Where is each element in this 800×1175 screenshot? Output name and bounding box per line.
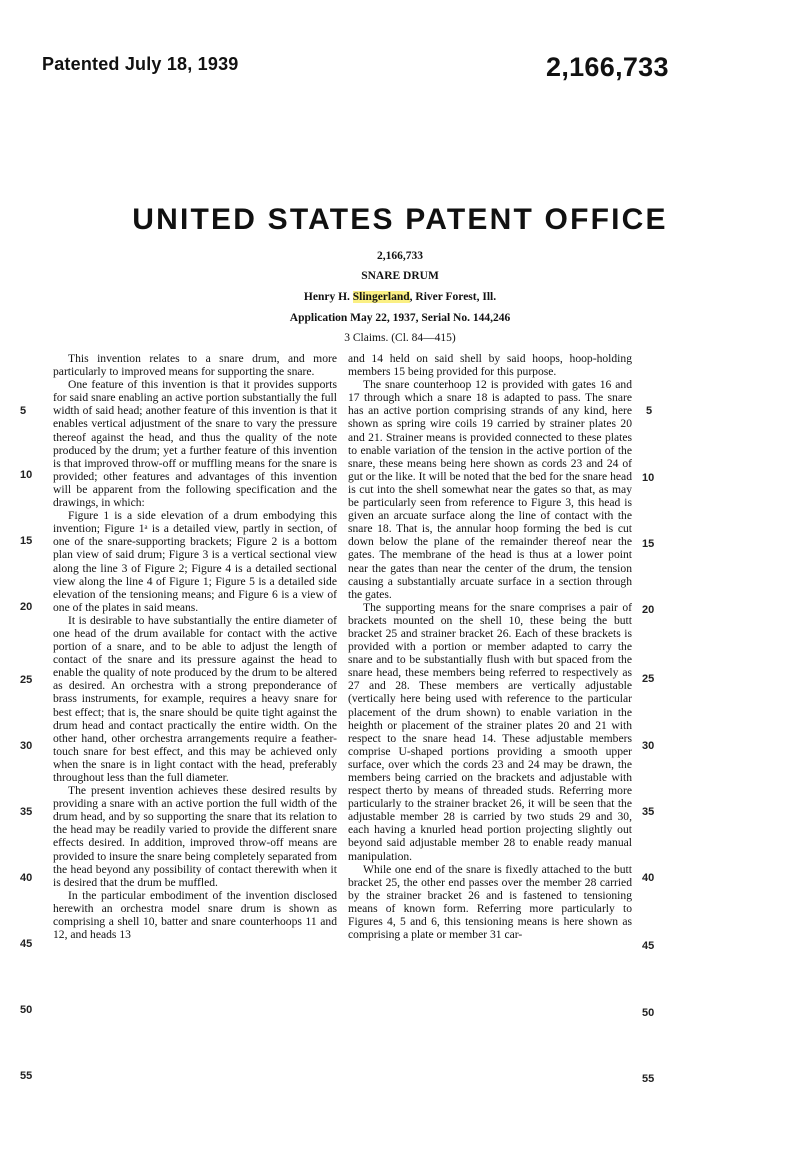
patented-date: Patented July 18, 1939 — [42, 54, 239, 74]
line-number-right-5: 5 — [646, 405, 653, 417]
line-number-left-40: 40 — [20, 872, 33, 884]
claims-line: 3 Claims. (Cl. 84—415) — [344, 332, 456, 344]
right-column — [348, 352, 632, 941]
right-paragraph: The snare counterhoop 12 is provided with gates 16 and 17 through which a snare 18 is adapted to pass. The snare has an active portion comprising strands of any kind, here shown as spring wire coils 19 carried by strainer plates 20 and 21. Strainer means is provided connected to these plates to enable variation of the tension in the active portion of the snare, these means being here shown as cords 23 and 24 of gut or the like. It will be noted that the bed for the snare head is cut into the shell somewhat near the gates so that, as may be particularly seen from reference to Figure 3, this head is given an arcuate surface along the line of contact with the snare 18. That is, the annular hoop forming the bed is cut down below the plane of the remainder thereof near the gates. The membrane of the head is thus at a lower point near the gates than near the center of the drum, the tension causing a substantially arcuate surface in a section through the gates. — [348, 378, 632, 601]
line-number-right-30: 30 — [642, 740, 655, 752]
patent-number: 2,166,733 — [546, 52, 669, 82]
line-number-left-50: 50 — [20, 1004, 33, 1016]
left-paragraph: Figure 1 is a side elevation of a drum embodying this invention; Figure 1ᵃ is a detailed view, partly in section, of one of the snare-supporting brackets; Figure 2 is a bottom plan view of said drum; Figure 3 is a vertical sectional view along the line 3 of Figure 2; Figure 4 is a detailed sectional view along the line 4 of Figure 1; Figure 5 is a detailed side elevation of the tensioning means; and Figure 6 is a view of one of the plates in said means. — [53, 509, 337, 614]
office-title: UNITED STATES PATENT OFFICE — [132, 203, 668, 236]
line-number-right-15: 15 — [642, 538, 655, 550]
right-paragraph: While one end of the snare is fixedly attached to the butt bracket 25, the other end passes over the member 28 carried by the strainer bracket 26 and is fastened to tensioning means of known form. Referring more particularly to Figures 4, 5 and 6, this tensioning means is here shown as comprising a plate or member 31 car- — [348, 862, 632, 942]
invention-title: SNARE DRUM — [361, 270, 439, 282]
left-paragraph: In the particular embodiment of the invention disclosed herewith an orchestra model snare drum is shown as comprising a shell 10, batter and snare counterhoops 11 and 12, and heads 13 — [53, 888, 337, 942]
inventor-first: Henry H. — [303, 291, 353, 303]
line-number-left-5: 5 — [20, 405, 27, 417]
left-paragraph: It is desirable to have substantially the entire diameter of one head of the drum available for contact with the active portion of a snare, and to be able to adjust the length of contact of the snare and its pressure against the head to enable the quality of note produced by the drum to be altered as desired. An orchestra with a strong preponderance of brass instruments, for example, requires a heavy snare for best effect; that is, the snare should be quite tight against the drum head and contact practically the entire width. On the other hand, other orchestra arrangements require a feather-touch snare for best effect, and this may be achieved only when the snare is in light contact with the head, preferably throughout less than the full diameter. — [53, 613, 337, 784]
line-number-left-20: 20 — [20, 601, 33, 613]
line-number-right-25: 25 — [642, 673, 655, 685]
line-number-left-25: 25 — [20, 674, 33, 686]
line-number-right-50: 50 — [642, 1007, 655, 1019]
line-number-right-35: 35 — [642, 806, 655, 818]
line-number-right-40: 40 — [642, 872, 655, 884]
line-number-left-15: 15 — [20, 535, 33, 547]
right-paragraph: The supporting means for the snare comprises a pair of brackets mounted on the shell 10, these being the butt bracket 25 and strainer bracket 26. Each of these brackets is provided with a portion or member adapted to carry the snare and to be substantially flush with but spaced from the snare head, these members being referred to respectively as 27 and 28. These members are vertically adjustable (vertically here being used with reference to the particular placement of the drum shown) to enable variation in the heighth or placement of the strainer plates 20 and 21 with respect to the snare head 14. These adjustable members comprise U-shaped portions providing a smooth upper surface, over which the cords 23 and 24 may be drawn, the members being carried on the brackets and adjustable with respect therto by means of threaded studs. Referring more particularly to the strainer bracket 26, it will be seen that the adjustable member 28 is carried by two studs 29 and 30, each having a knurled head portion projecting slightly out beyond said adjustable member 28 to enable ready manual manipulation. — [348, 600, 632, 863]
left-paragraph: One feature of this invention is that it provides supports for said snare enabling an active portion substantially the full width of said head; another feature of this invention is that it enables vertical adjustment of the snare to vary the pressure thereof against the head, and thus the quality of the note produced by the drum; yet a further feature of this invention is that improved throw-off or muffling means for the snare is provided; other features and advantages of this invention will be apparent from the following specification and the drawings, in which: — [53, 378, 337, 510]
left-paragraph: The present invention achieves these desired results by providing a snare with an active portion the full width of the drum head, and by so supporting the snare that its relation to the head may be readily varied to provide the different snare effects desired. In addition, improved throw-off means are provided to insure the snare being completely separated from the head beyond any possibility of contact therewith when it is desired that the drum be muffled. — [53, 784, 337, 889]
application-line: Application May 22, 1937, Serial No. 144,246 — [289, 312, 511, 324]
right-paragraph: and 14 held on said shell by said hoops, hoop-holding members 15 being provided for this purpose. — [348, 352, 632, 379]
left-paragraph: This invention relates to a snare drum, and more particularly to improved means for supporting the snare. — [53, 352, 337, 379]
inventor-last-highlighted: Slingerland — [352, 291, 410, 303]
line-number-left-45: 45 — [20, 938, 33, 950]
inventor-line — [0, 291, 800, 303]
inventor-location: , River Forest, Ill. — [409, 291, 497, 303]
left-column — [53, 352, 337, 941]
line-number-right-45: 45 — [642, 940, 655, 952]
line-number-left-10: 10 — [20, 469, 33, 481]
line-number-left-55: 55 — [20, 1070, 33, 1082]
number-line: 2,166,733 — [377, 250, 423, 262]
line-number-right-55: 55 — [642, 1073, 655, 1085]
line-number-right-20: 20 — [642, 604, 655, 616]
line-number-left-30: 30 — [20, 740, 33, 752]
line-number-left-35: 35 — [20, 806, 33, 818]
line-number-right-10: 10 — [642, 472, 655, 484]
